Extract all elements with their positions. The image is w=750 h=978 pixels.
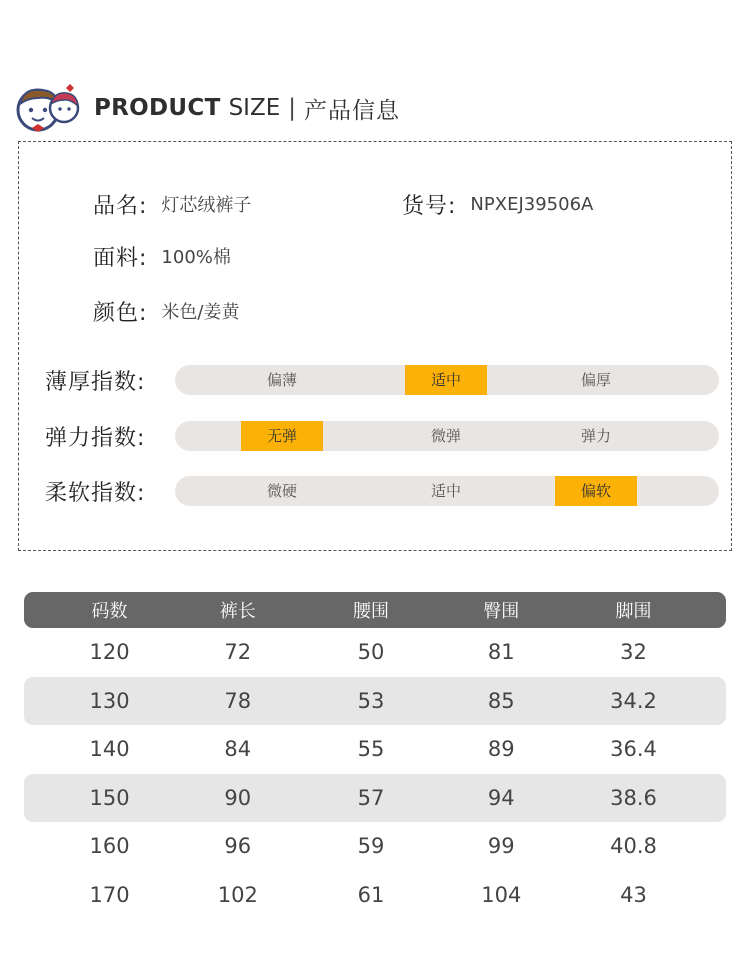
table-row — [24, 871, 726, 920]
column-header: 裤长 — [219, 601, 256, 622]
scale-option-selected: 偏软 — [555, 476, 637, 506]
table-cell: 38.6 — [610, 785, 657, 810]
title-size: SIZE — [228, 95, 281, 121]
field-product-name — [93, 189, 251, 219]
table-cell: 72 — [224, 640, 252, 665]
table-cell: 140 — [89, 737, 130, 762]
title-product: PRODUCT — [94, 95, 221, 121]
color-label: 颜色: — [93, 300, 148, 326]
product-name-value: 灯芯绒裤子 — [161, 195, 252, 216]
table-header — [24, 592, 726, 628]
scale-thickness — [45, 365, 175, 395]
table-cell: 84 — [224, 737, 252, 762]
table-cell: 40.8 — [610, 834, 657, 859]
scale-option: 偏薄 — [266, 371, 297, 389]
table-cell: 102 — [217, 882, 258, 907]
size-table — [24, 592, 726, 919]
fabric-label: 面料: — [93, 245, 148, 271]
scale-option-selected: 无弹 — [241, 421, 323, 451]
table-cell: 55 — [357, 737, 385, 762]
column-header: 臀围 — [483, 601, 520, 622]
table-cell: 78 — [224, 688, 252, 713]
section-title — [94, 92, 400, 125]
scale-option: 微硬 — [266, 482, 297, 500]
product-name-label: 品名: — [93, 193, 148, 219]
table-cell: 120 — [89, 640, 130, 665]
field-color — [93, 296, 240, 326]
table-cell: 59 — [357, 834, 385, 859]
table-cell: 89 — [487, 737, 515, 762]
table-cell: 170 — [89, 882, 130, 907]
sku-value: NPXEJ39506A — [470, 193, 594, 215]
table-cell: 53 — [357, 688, 385, 713]
scale-option-selected: 适中 — [405, 365, 487, 395]
brand-mascot-logo — [14, 82, 82, 134]
table-cell: 43 — [620, 882, 647, 907]
table-cell: 130 — [89, 688, 130, 713]
sku-label: 货号: — [402, 193, 457, 219]
table-cell: 90 — [224, 785, 252, 810]
color-value: 米色/姜黄 — [161, 302, 240, 323]
table-cell: 85 — [487, 688, 515, 713]
scale-option: 偏厚 — [580, 371, 611, 389]
table-row — [24, 628, 726, 677]
table-cell: 104 — [481, 882, 522, 907]
scale-softness — [45, 476, 175, 506]
table-cell: 99 — [487, 834, 515, 859]
title-separator: | — [288, 95, 296, 121]
table-cell: 36.4 — [610, 737, 657, 762]
table-cell: 57 — [357, 785, 385, 810]
scale-label: 薄厚指数: — [45, 369, 146, 395]
table-row — [24, 822, 726, 871]
table-cell: 160 — [89, 834, 130, 859]
table-cell: 96 — [224, 834, 252, 859]
table-cell: 32 — [620, 640, 647, 665]
scale-label: 弹力指数: — [45, 425, 146, 451]
table-row — [24, 774, 726, 823]
section-header — [14, 82, 400, 134]
scale-label: 柔软指数: — [45, 480, 146, 506]
table-row — [24, 677, 726, 726]
scale-bar-softness — [175, 476, 719, 506]
table-cell: 81 — [487, 640, 515, 665]
scale-option: 弹力 — [580, 427, 611, 445]
field-fabric — [93, 241, 231, 271]
scale-elasticity — [45, 421, 175, 451]
table-cell: 94 — [487, 785, 515, 810]
column-header: 脚围 — [615, 601, 652, 622]
column-header: 腰围 — [353, 601, 390, 622]
fabric-value: 100%棉 — [161, 247, 231, 268]
product-info-box — [18, 141, 732, 551]
table-cell: 150 — [89, 785, 130, 810]
column-header: 码数 — [91, 601, 128, 622]
field-sku — [402, 189, 593, 219]
table-cell: 61 — [357, 882, 385, 907]
scale-option: 微弹 — [430, 427, 461, 445]
title-chinese: 产品信息 — [303, 97, 400, 124]
scale-bar-elasticity — [175, 421, 719, 451]
table-cell: 34.2 — [610, 688, 657, 713]
scale-bar-thickness — [175, 365, 719, 395]
table-row — [24, 725, 726, 774]
table-cell: 50 — [357, 640, 385, 665]
scale-option: 适中 — [430, 482, 461, 500]
